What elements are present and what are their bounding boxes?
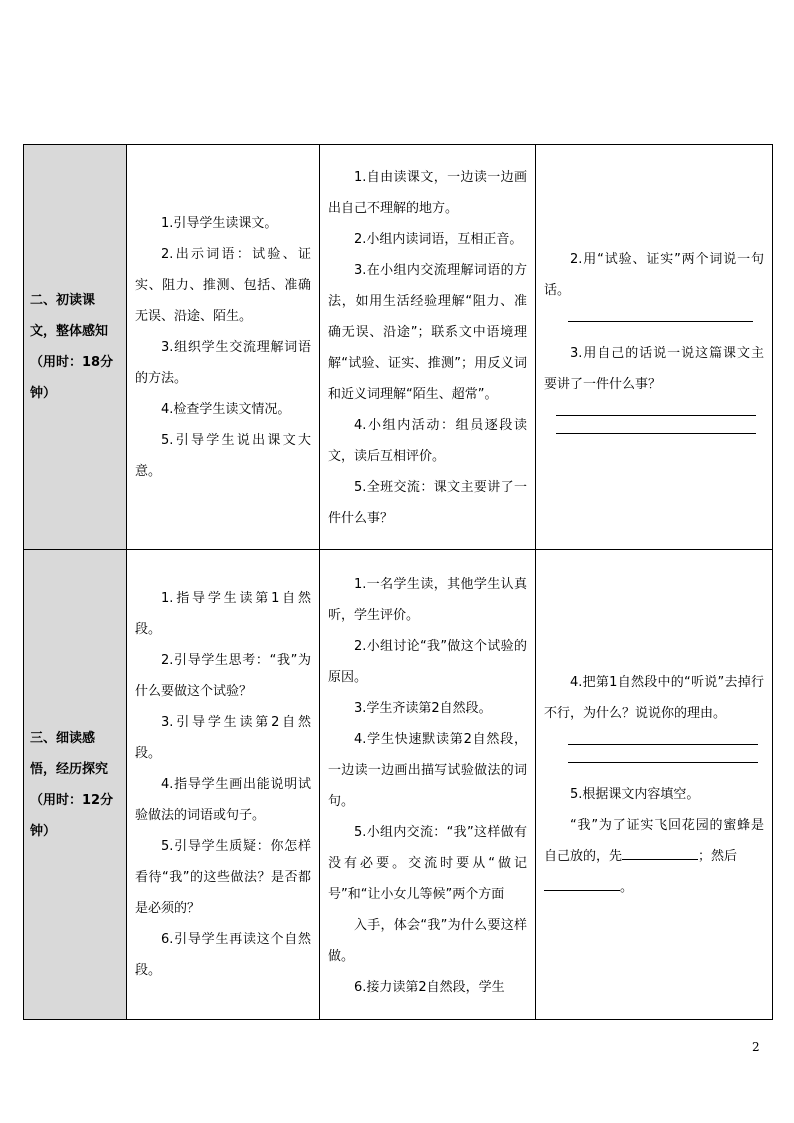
exercise-question: 3.用自己的话说一说这篇课文主要讲了一件什么事？ <box>544 346 764 392</box>
teacher-item: 3.组织学生交流理解词语的方法。 <box>135 339 311 386</box>
teacher-activities-cell <box>127 550 320 1020</box>
teacher-item: 4.检查学生读文情况。 <box>161 401 291 417</box>
student-item: 3.学生齐读第2自然段。 <box>354 700 492 716</box>
student-item: 入手，体会“我”为什么要这样做。 <box>328 917 527 964</box>
student-item: 2.小组内读词语，互相正音。 <box>354 232 523 247</box>
fill-text: “我”为了证实飞回花园的蜜蜂是自己放的，先 <box>544 817 764 864</box>
teacher-item: 1.指导学生读第1自然段。 <box>135 591 311 637</box>
exercise-question: 5.根据课文内容填空。 <box>570 786 700 802</box>
exercise-cell <box>536 550 773 1020</box>
teacher-item: 4.指导学生画出能说明试验做法的词语或句子。 <box>135 777 311 823</box>
teacher-item: 6.引导学生再读这个自然段。 <box>135 932 311 978</box>
teacher-item: 2.引导学生思考：“我”为什么要做这个试验？ <box>135 653 311 699</box>
lesson-plan-table <box>23 144 773 1020</box>
stage-cell: 三、细读感悟，经历探究（用时：12分钟） <box>24 550 127 1020</box>
student-item: 3.在小组内交流理解词语的方法，如用生活经验理解“阻力、准确无误、沿途”；联系文中语境理解“试验、证实、推测”；用反义词和近义词理解“陌生、超常”。 <box>328 263 527 402</box>
answer-line <box>556 414 756 416</box>
fill-blank <box>622 845 698 860</box>
teacher-item: 3.引导学生读第2自然段。 <box>135 715 311 761</box>
teacher-item: 2.出示词语：试验、证实、阻力、推测、包括、准确无误、沿途、陌生。 <box>135 246 311 324</box>
teacher-item: 1.引导学生读课文。 <box>161 215 278 231</box>
student-activities-cell <box>320 145 536 550</box>
student-item: 4.小组内活动：组员逐段读文，读后互相评价。 <box>328 418 527 464</box>
page-number: 2 <box>752 1040 760 1054</box>
teacher-item: 5.引导学生质疑：你怎样看待“我”的这些做法？是否都是必须的？ <box>135 839 311 916</box>
student-item: 2.小组讨论“我”做这个试验的原因。 <box>328 638 527 685</box>
fill-in-blank <box>544 810 764 903</box>
fill-blank <box>544 876 620 891</box>
student-item: 4.学生快速默读第2自然段，一边读一边画出描写试验做法的词句。 <box>328 731 527 809</box>
fill-text: 。 <box>620 879 634 895</box>
answer-line <box>556 432 756 434</box>
exercise-cell <box>536 145 773 550</box>
student-item: 5.全班交流：课文主要讲了一件什么事？ <box>328 480 527 526</box>
answer-line <box>568 761 758 763</box>
student-activities-cell <box>320 550 536 1020</box>
teacher-item: 5.引导学生说出课文大意。 <box>135 432 311 479</box>
answer-line <box>568 743 758 745</box>
answer-line <box>568 320 753 322</box>
exercise-question: 2.用“试验、证实”两个词说一句话。 <box>544 252 764 298</box>
student-item: 1.一名学生读，其他学生认真听，学生评价。 <box>328 576 527 623</box>
stage-cell: 二、初读课文，整体感知（用时：18分钟） <box>24 145 127 550</box>
student-item: 1.自由读课文，一边读一边画出自己不理解的地方。 <box>328 170 527 216</box>
fill-text: ；然后 <box>698 848 738 864</box>
table-row <box>24 145 773 550</box>
teacher-activities-cell <box>127 145 320 550</box>
table-row <box>24 550 773 1020</box>
student-item: 5.小组内交流：“我”这样做有没有必要。交流时要从“做记号”和“让小女儿等候”两个方面 <box>328 824 527 902</box>
exercise-question: 4.把第1自然段中的“听说”去掉行不行，为什么？说说你的理由。 <box>544 674 764 721</box>
student-item: 6.接力读第2自然段，学生 <box>354 979 505 995</box>
